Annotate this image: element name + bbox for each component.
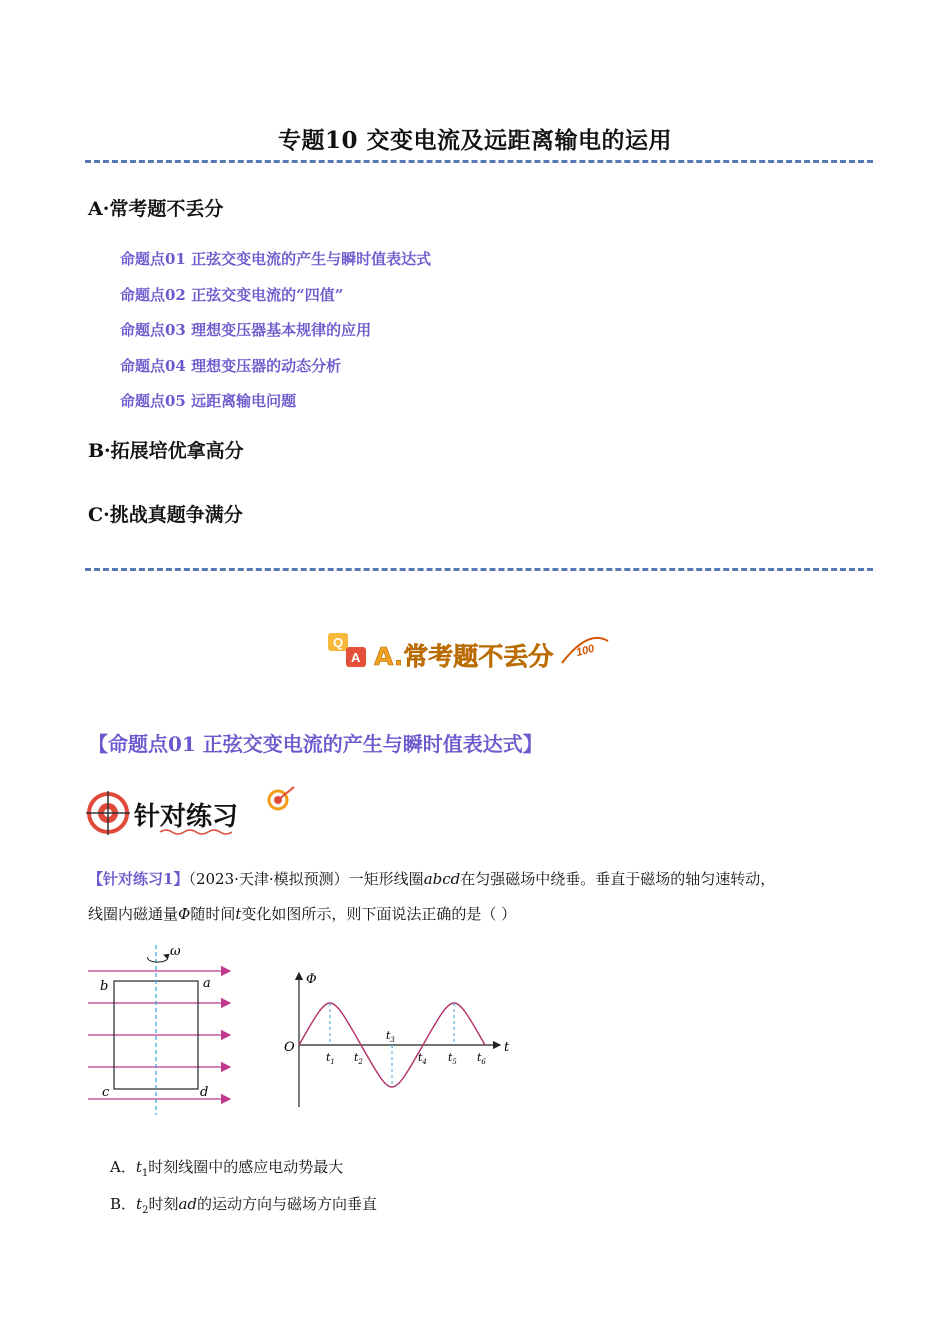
option-b-text: 的运动方向与磁场方向垂直 bbox=[197, 1195, 378, 1213]
page-title: 专题10 交变电流及远距离输电的运用 bbox=[277, 127, 672, 154]
corner-label-b: b bbox=[100, 979, 109, 994]
proposition-point-heading: 【命题点01 正弦交变电流的产生与瞬时值表达式】 bbox=[88, 732, 543, 756]
dashed-divider-top bbox=[85, 160, 873, 163]
option-a-t: t bbox=[135, 1158, 142, 1176]
dashed-divider-bottom bbox=[85, 568, 873, 571]
time-symbol: t bbox=[235, 905, 242, 923]
option-a-label: A． bbox=[110, 1158, 136, 1176]
time-axis-label: t bbox=[504, 1040, 510, 1055]
practice-tag: 【针对练习1】 bbox=[88, 870, 189, 888]
question-text-2a: 线圈内磁通量 bbox=[88, 905, 179, 923]
section-a-banner bbox=[326, 625, 616, 675]
option-b-t: t bbox=[136, 1195, 143, 1213]
corner-label-c: c bbox=[102, 1085, 110, 1100]
tick-label-t2: $t_2$ bbox=[354, 1051, 363, 1066]
q-badge-letter: Q bbox=[333, 635, 344, 650]
question-source: （2023·天津·模拟预测） bbox=[188, 870, 349, 888]
rotation-arrow-icon bbox=[148, 955, 168, 962]
origin-label: O bbox=[284, 1040, 295, 1055]
toc-item-05[interactable]: 命题点05 远距离输电问题 bbox=[120, 392, 297, 410]
toc-item-04[interactable]: 命题点04 理想变压器的动态分析 bbox=[120, 357, 342, 375]
flux-symbol: Φ bbox=[178, 905, 191, 923]
question-text-1a: 一矩形线圈 bbox=[348, 870, 424, 888]
tick-label-t1: $t_1$ bbox=[326, 1051, 335, 1066]
score-100: 100 bbox=[574, 642, 596, 660]
practice-logo-text: 针对练习 bbox=[134, 802, 239, 832]
coil-in-magnetic-field-figure bbox=[86, 943, 236, 1118]
tick-label-t5: $t_5$ bbox=[448, 1051, 457, 1066]
option-a-subscript: 1 bbox=[141, 1168, 149, 1179]
section-c-heading: C·挑战真题争满分 bbox=[88, 504, 243, 526]
option-b-side-label: ad bbox=[178, 1195, 197, 1213]
flux-axis-label: Φ bbox=[306, 972, 317, 987]
option-b-subscript: 2 bbox=[142, 1205, 149, 1216]
section-b-heading: B·拓展培优拿高分 bbox=[88, 440, 244, 462]
question-text-1b: 在匀强磁场中绕垂。垂直于磁场的轴匀速转动， bbox=[460, 870, 776, 888]
toc-item-01[interactable]: 命题点01 正弦交变电流的产生与瞬时值表达式 bbox=[120, 250, 432, 268]
practice-logo bbox=[86, 785, 301, 840]
question-text-2c: 变化如图所示，则下面说法正确的是（ ） bbox=[241, 905, 517, 923]
toc-item-03[interactable]: 命题点03 理想变压器基本规律的应用 bbox=[120, 321, 372, 339]
question-line-2 bbox=[88, 904, 516, 924]
question-text-2b: 随时间 bbox=[190, 905, 236, 923]
banner-text: A.常考题不丢分 bbox=[374, 642, 554, 671]
tick-label-t3: $t_3$ bbox=[386, 1029, 395, 1044]
option-a-text: 时刻线圈中的感应电动势最大 bbox=[148, 1158, 344, 1176]
flux-time-graph bbox=[278, 965, 518, 1115]
option-b-mid: 时刻 bbox=[148, 1195, 179, 1213]
section-a-heading: A·常考题不丢分 bbox=[88, 198, 224, 220]
option-b[interactable] bbox=[110, 1193, 377, 1216]
option-a[interactable] bbox=[110, 1156, 343, 1179]
a-badge-letter: A bbox=[351, 650, 361, 665]
tick-label-t4: $t_4$ bbox=[418, 1051, 427, 1066]
tick-label-t6: $t_6$ bbox=[477, 1051, 486, 1066]
coil-label: abcd bbox=[423, 870, 461, 888]
option-b-label: B． bbox=[110, 1195, 137, 1213]
corner-label-d: d bbox=[200, 1085, 209, 1100]
omega-label: ω bbox=[170, 944, 181, 959]
corner-label-a: a bbox=[203, 976, 211, 991]
toc-item-02[interactable]: 命题点02 正弦交变电流的“四值” bbox=[120, 286, 344, 304]
question-line-1 bbox=[88, 869, 775, 889]
